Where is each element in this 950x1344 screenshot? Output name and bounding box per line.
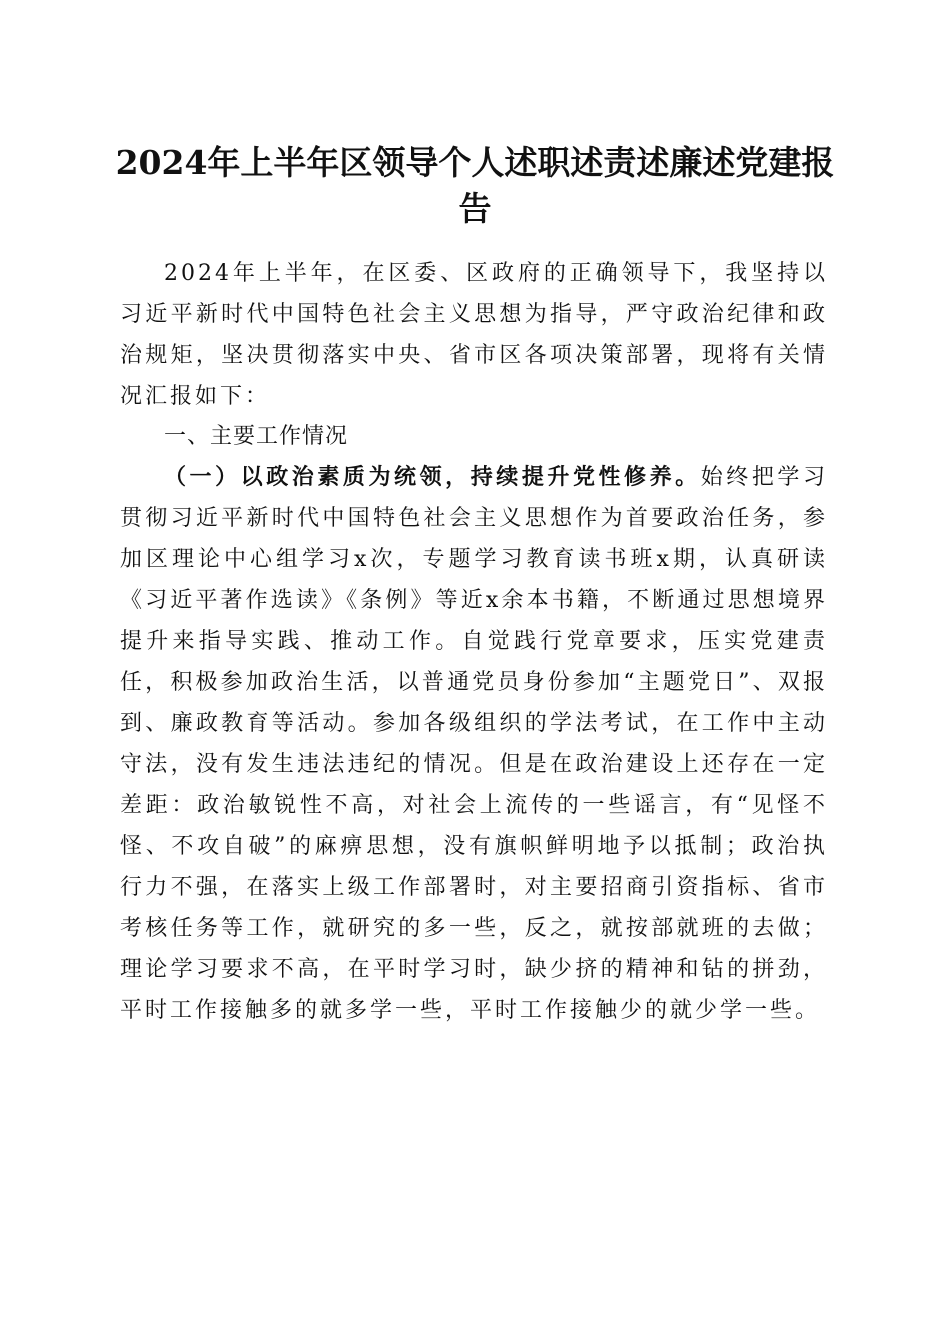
subsection-body: 始终把学习贯彻习近平新时代中国特色社会主义思想作为首要政治任务，参加区理论中心组学习x次，专题学习教育读书班x期，认真研读《习近平著作选读》《条例》等近x余本书籍，不断通过思想境界提升来指导实践、推动工作。自觉践行党章要求，压实党建责任，积极参加政治生活，以普通党员身份参加“主题党日”、双报到、廉政教育等活动。参加各级组织的学法考试，在工作中主动守法，没有发生违法违纪的情况。但是在政治建设上还存在一定差距：政治敏锐性不高，对社会上流传的一些谣言，有“见怪不怪、不攻自破”的麻痹思想，没有旗帜鲜明地予以抵制；政治执行力不强，在落实上级工作部署时，对主要招商引资指标、省市考核任务等工作，就研究的多一些，反之，就按部就班的去做；理论学习要求不高，在平时学习时，缺少挤的精神和钻的拼劲，平时工作接触多的就多学一些，平时工作接触少的就少学一些。 (120, 465, 828, 1023)
section-heading: 一、主要工作情况 (164, 424, 349, 449)
intro-paragraph: 2024年上半年，在区委、区政府的正确领导下，我坚持以习近平新时代中国特色社会主义思想为指导，严守政治纪律和政治规矩，坚决贯彻落实中央、省市区各项决策部署，现将有关情况汇报如下： (120, 261, 828, 409)
document-body (120, 253, 828, 1031)
document-title: 2024年上半年区领导个人述职述责述廉述党建报告 (115, 143, 835, 228)
subsection-paragraph (120, 457, 828, 1031)
subsection-lead: （一）以政治素质为统领，持续提升党性修养。 (164, 464, 701, 490)
